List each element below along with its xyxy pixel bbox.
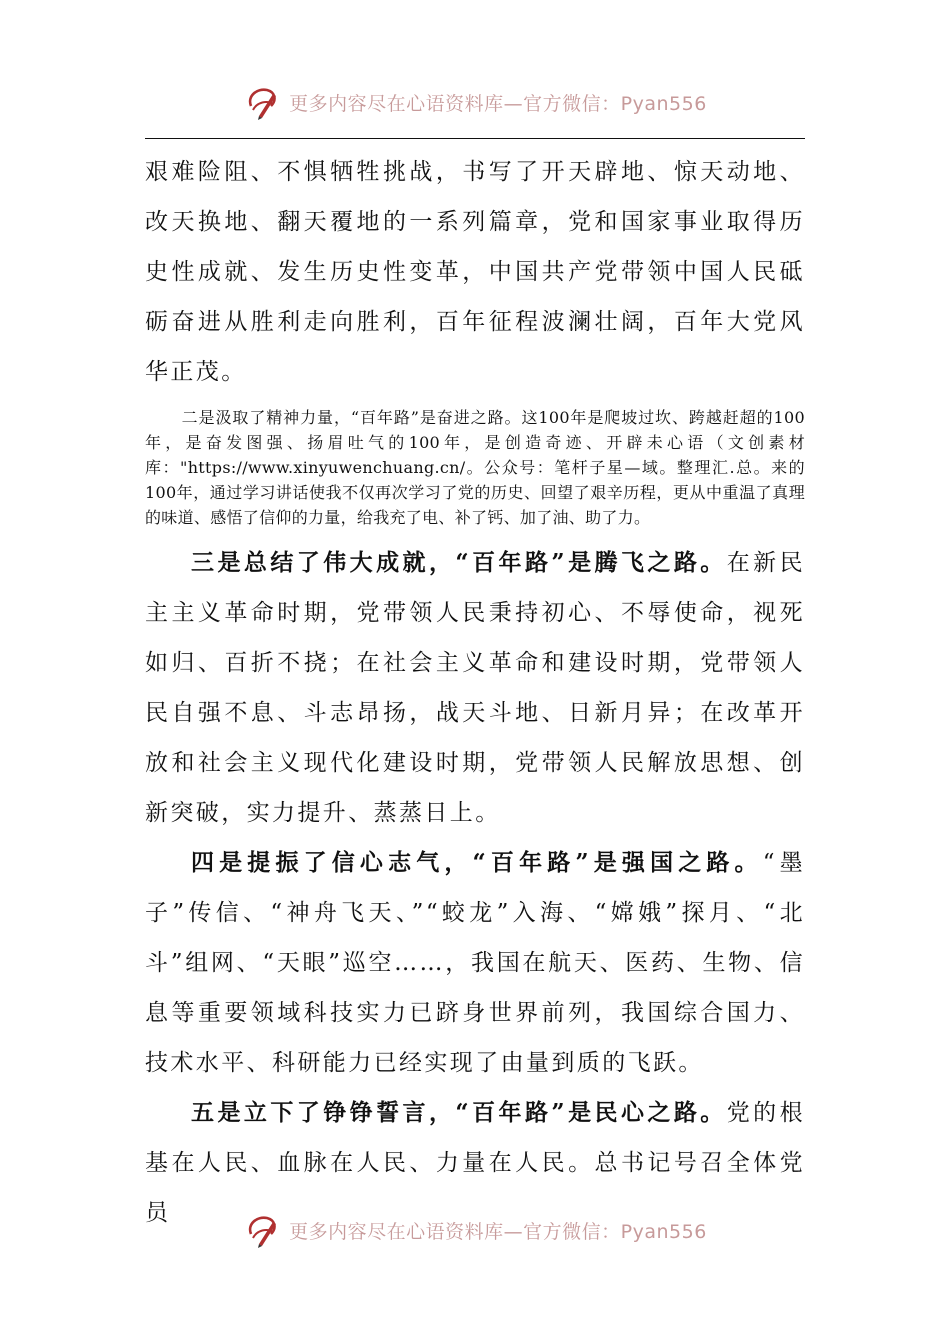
paragraph-3-text: 在新民主主义革命时期，党带领人民秉持初心、不辱使命，视死如归、百折不挠；在社会主义革命和建设时期，党带领人民自强不息、斗志昂扬，战天斗地、日新月异；在改革开放和社会主义现代化建设时期，党带领人民解放思想、创新突破，实力提升、蒸蒸日上。 — [145, 550, 806, 826]
header-banner — [0, 80, 950, 124]
footer-banner-text: 更多内容尽在心语资料库—官方微信：Pyan556 — [289, 1220, 707, 1243]
paragraph-4-text: “墨子”传信、“神舟飞天、”“蛟龙”入海、“嫦娥”探月、“北斗”组网、“天眼”巡空……，我国在航天、医药、生物、信息等重要领域科技实力已跻身世界前列，我国综合国力、技术水平、科研能力已经实现了由量到质的飞跃。 — [145, 850, 805, 1076]
footer-banner — [0, 1208, 950, 1252]
pen-swirl-icon — [243, 1210, 283, 1250]
paragraph-3 — [145, 538, 805, 838]
document-body — [145, 147, 805, 1238]
paragraph-5-heading: 五是立下了铮铮誓言，“百年路”是民心之路。 — [191, 1099, 727, 1126]
paragraph-1: 艰难险阻、不惧牺牲挑战，书写了开天辟地、惊天动地、改天换地、翻天覆地的一系列篇章，党和国家事业取得历史性成就、发生历史性变革，中国共产党带领中国人民砥砺奋进从胜利走向胜利，百年征程波澜壮阔，百年大党风华正茂。 — [145, 159, 805, 385]
header-divider — [145, 138, 805, 139]
paragraph-4 — [145, 838, 805, 1088]
paragraph-5-text: 党的根基在人民、血脉在人民、力量在人民。总书记号召全体党员 — [145, 1100, 806, 1226]
header-banner-text: 更多内容尽在心语资料库—官方微信：Pyan556 — [289, 92, 707, 115]
paragraph-4-heading: 四是提振了信心志气，“百年路”是强国之路。 — [191, 849, 763, 876]
paragraph-2 — [145, 405, 805, 530]
paragraph-2-text: 二是汲取了精神力量，“百年路”是奋进之路。这100年是爬坡过坎、跨越赶超的100年，是奋发图强、扬眉吐气的100年，是创造奇迹、开辟未心语（文创素材库："https://www.xinyuwenchuang.cn/。公众号：笔杆子星—域。整理汇.总。来的100年，通过学习讲话使我不仅再次学习了党的历史、回望了艰辛历程，更从中重温了真理的味道、感悟了信仰的力量，给我充了电、补了钙、加了油、助了力。 — [145, 408, 805, 527]
pen-swirl-icon — [243, 82, 283, 122]
paragraph-3-heading: 三是总结了伟大成就，“百年路”是腾飞之路。 — [191, 549, 727, 576]
